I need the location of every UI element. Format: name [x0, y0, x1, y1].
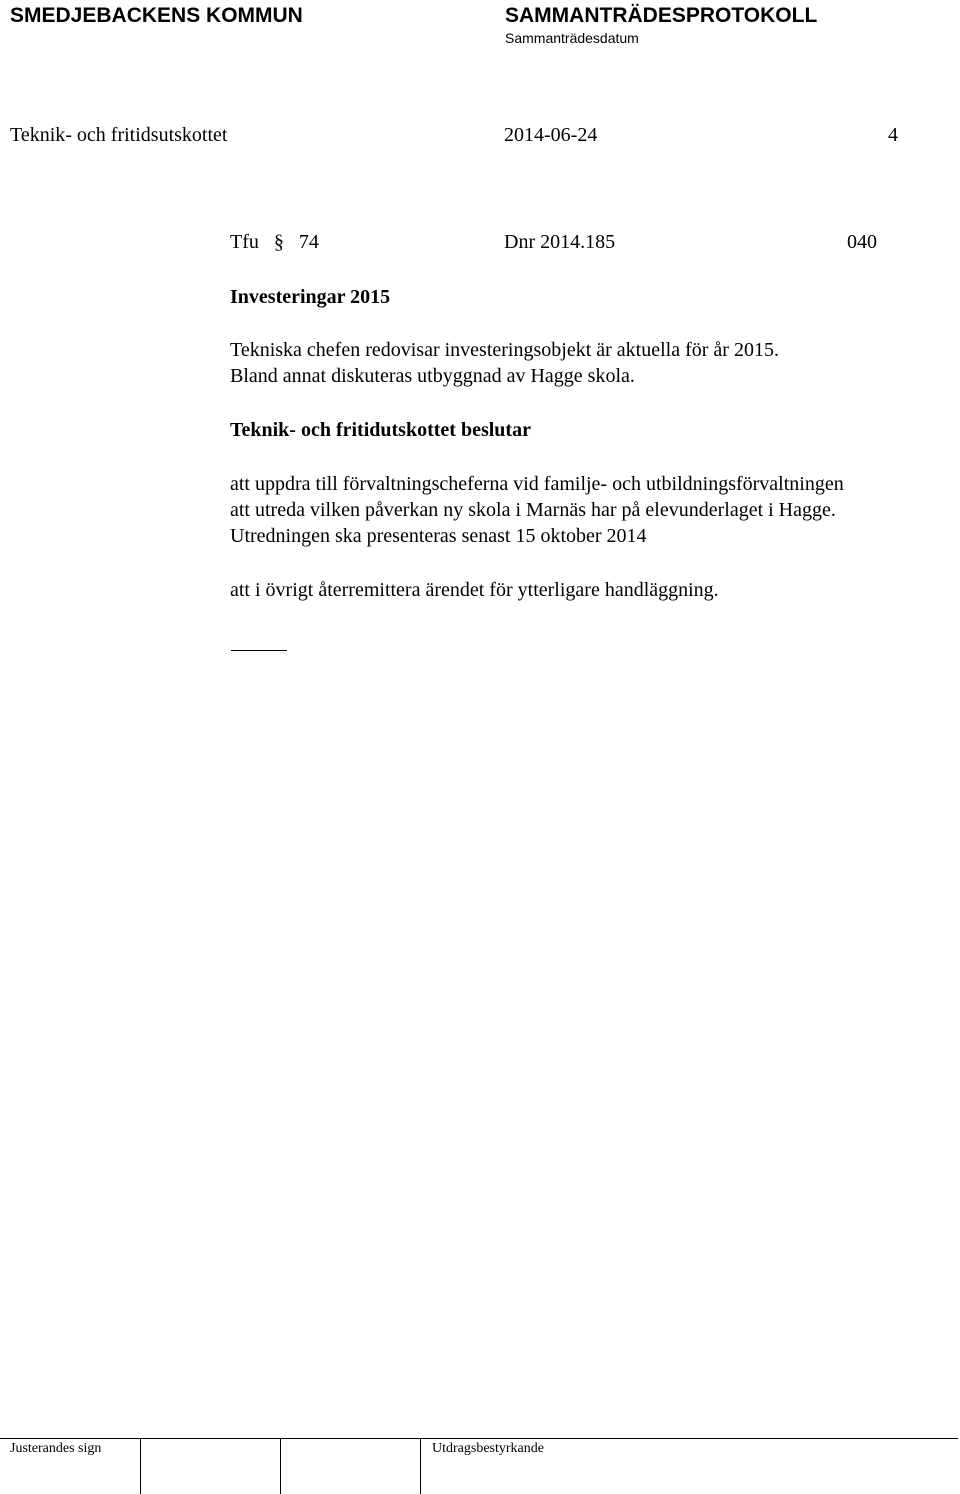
paragraph-number: 74: [298, 231, 319, 253]
end-rule: [231, 650, 287, 651]
body-line: Bland annat diskuteras utbyggnad av Hagge skola.: [230, 365, 635, 387]
section-sign: §: [273, 231, 284, 253]
footer-justering-label: Justerandes sign: [10, 1441, 102, 1456]
archive-code: 040: [847, 231, 877, 253]
dnr-number: Dnr 2014.185: [504, 231, 616, 253]
document-type: SAMMANTRÄDESPROTOKOLL: [505, 4, 818, 27]
footer-column-divider: [140, 1438, 141, 1494]
decision-line: Utredningen ska presenteras senast 15 oktober 2014: [230, 525, 647, 547]
footer-divider: [0, 1438, 958, 1439]
page-number: 4: [888, 124, 898, 146]
decision-line: att utreda vilken påverkan ny skola i Marnäs har på elevunderlaget i Hagge.: [230, 499, 836, 521]
footer-column-divider: [280, 1438, 281, 1494]
decision-heading: Teknik- och fritidutskottet beslutar: [230, 419, 531, 441]
body-line: Tekniska chefen redovisar investeringsobjekt är aktuella för år 2015.: [230, 339, 779, 361]
paragraph-prefix: Tfu: [230, 231, 259, 253]
municipality-name: SMEDJEBACKENS KOMMUN: [10, 4, 303, 27]
paragraph-ref: [230, 231, 319, 254]
meeting-date-label: Sammanträdesdatum: [505, 30, 639, 46]
footer-column-divider: [420, 1438, 421, 1494]
decision-line: att uppdra till förvaltningscheferna vid familje- och utbildningsförvaltningen: [230, 473, 844, 495]
meeting-date: 2014-06-24: [504, 124, 598, 146]
decision-line: att i övrigt återremittera ärendet för ytterligare handläggning.: [230, 579, 719, 601]
item-title: Investeringar 2015: [230, 286, 391, 308]
committee-name: Teknik- och fritidsutskottet: [10, 124, 228, 146]
footer-utdrag-label: Utdragsbestyrkande: [432, 1441, 544, 1456]
